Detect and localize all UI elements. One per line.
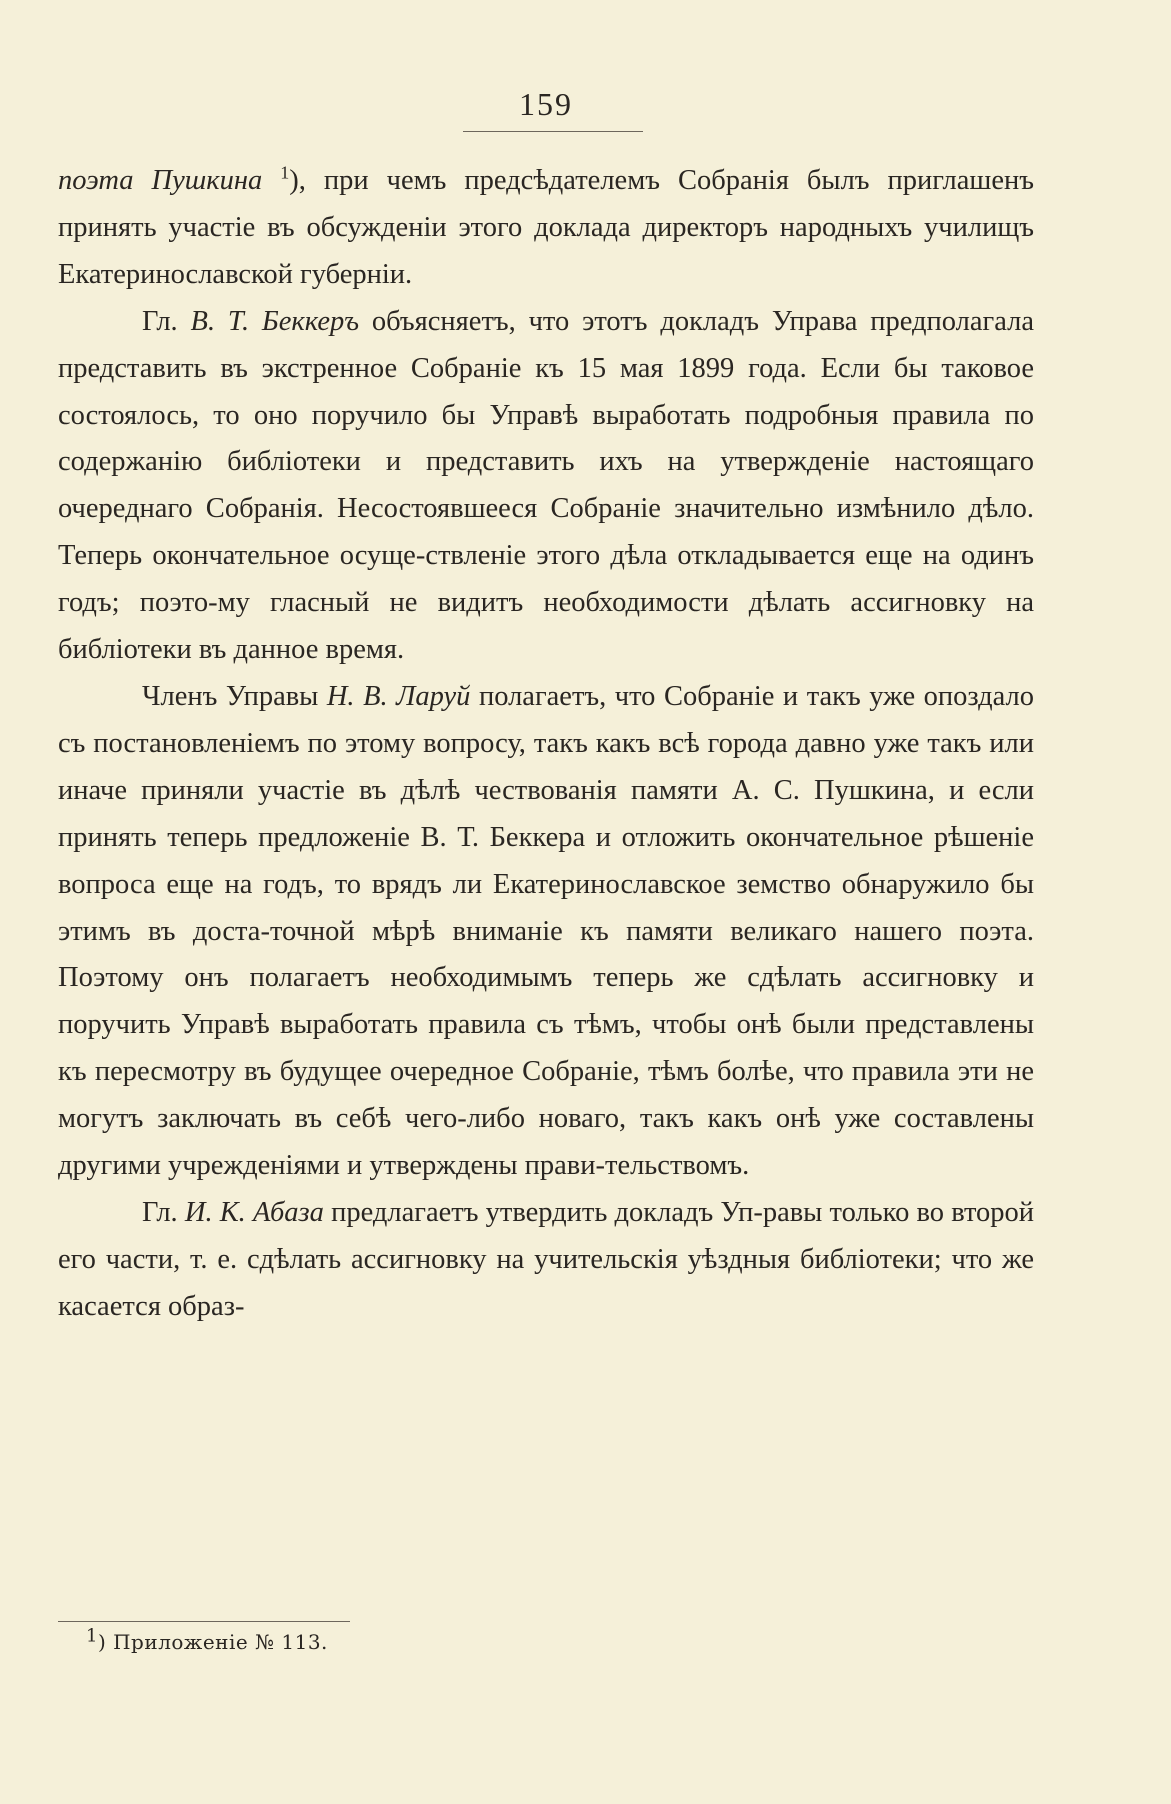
header-rule (463, 131, 643, 132)
paragraph-3 (58, 674, 1034, 1190)
paragraph-text: предлагаетъ утвердить докладъ Уп-равы только во второй его части, т. е. сдѣлать ассигновку на учительскія уѣздныя библіотеки; что же касается образ- (58, 1196, 1035, 1322)
footnote (86, 1625, 328, 1654)
footnote-mark: 1 (86, 1625, 98, 1647)
paragraph-text: ), при чемъ предсѣдателемъ Собранія былъ приглашенъ принять участіе въ обсужденіи этого доклада директоръ народныхъ училищъ Екатеринославской губерніи. (58, 165, 1035, 290)
italic-name: поэта Пушкина (58, 165, 263, 196)
footnote-text: ) Приложеніе № 113. (97, 1630, 328, 1654)
page-number: 159 (519, 86, 573, 122)
paragraph-text: объясняетъ, что этотъ докладъ Управа предполагала представить въ экстренное Собраніе къ 15 мая 1899 года. Если бы таковое состоялось, то оно поручило бы Управѣ выработать подробныя правила по содержанію библіотеки и представить ихъ на утвержденіе настоящаго очереднаго Собранія. Несостоявшееся Собраніе значительно измѣнило дѣло. Теперь окончательное осуще-ствленіе этого дѣла откладывается еще на одинъ годъ; поэто-му гласный не видитъ необходимости дѣлать ассигновку на библіотеки въ данное время. (58, 305, 1035, 666)
speaker-prefix: Членъ Управы (142, 680, 319, 712)
paragraph-text: полагаетъ, что Собраніе и такъ уже опоздало съ постановленіемъ по этому вопросу, такъ какъ всѣ города давно уже такъ или иначе приняли участіе въ дѣлѣ чествованія памяти А. С. Пушкина, и если принять теперь предложеніе В. Т. Беккера и отложить окончательное рѣшеніе вопроса еще на годъ, то врядъ ли Екатеринославское земство обнаружило бы этимъ въ доста-точной мѣрѣ вниманіе къ памяти великаго нашего поэта. Поэтому онъ полагаетъ необходимымъ теперь же сдѣлать ассигновку и поручить Управѣ выработать правила съ тѣмъ, чтобы онѣ были представлены къ пересмотру въ будущее очередное Собраніе, тѣмъ болѣе, что правила эти не могутъ заключать въ себѣ чего-либо новаго, такъ какъ онѣ уже составлены другими учрежденіями и утверждены прави-тельствомъ. (58, 680, 1034, 1182)
paragraph-1 (58, 158, 1034, 299)
book-page (58, 0, 1034, 1804)
speaker-name: И. К. Абаза (184, 1196, 324, 1228)
paragraph-4 (58, 1190, 1034, 1331)
speaker-name: Н. В. Ларуй (326, 680, 471, 712)
speaker-name: В. Т. Беккеръ (190, 305, 360, 337)
speaker-prefix: Гл. (142, 1196, 178, 1228)
footnote-rule (58, 1621, 350, 1622)
speaker-prefix: Гл. (142, 305, 178, 337)
footnote-reference: 1 (280, 162, 290, 183)
paragraph-2 (58, 299, 1034, 674)
body-text (58, 158, 1034, 1331)
